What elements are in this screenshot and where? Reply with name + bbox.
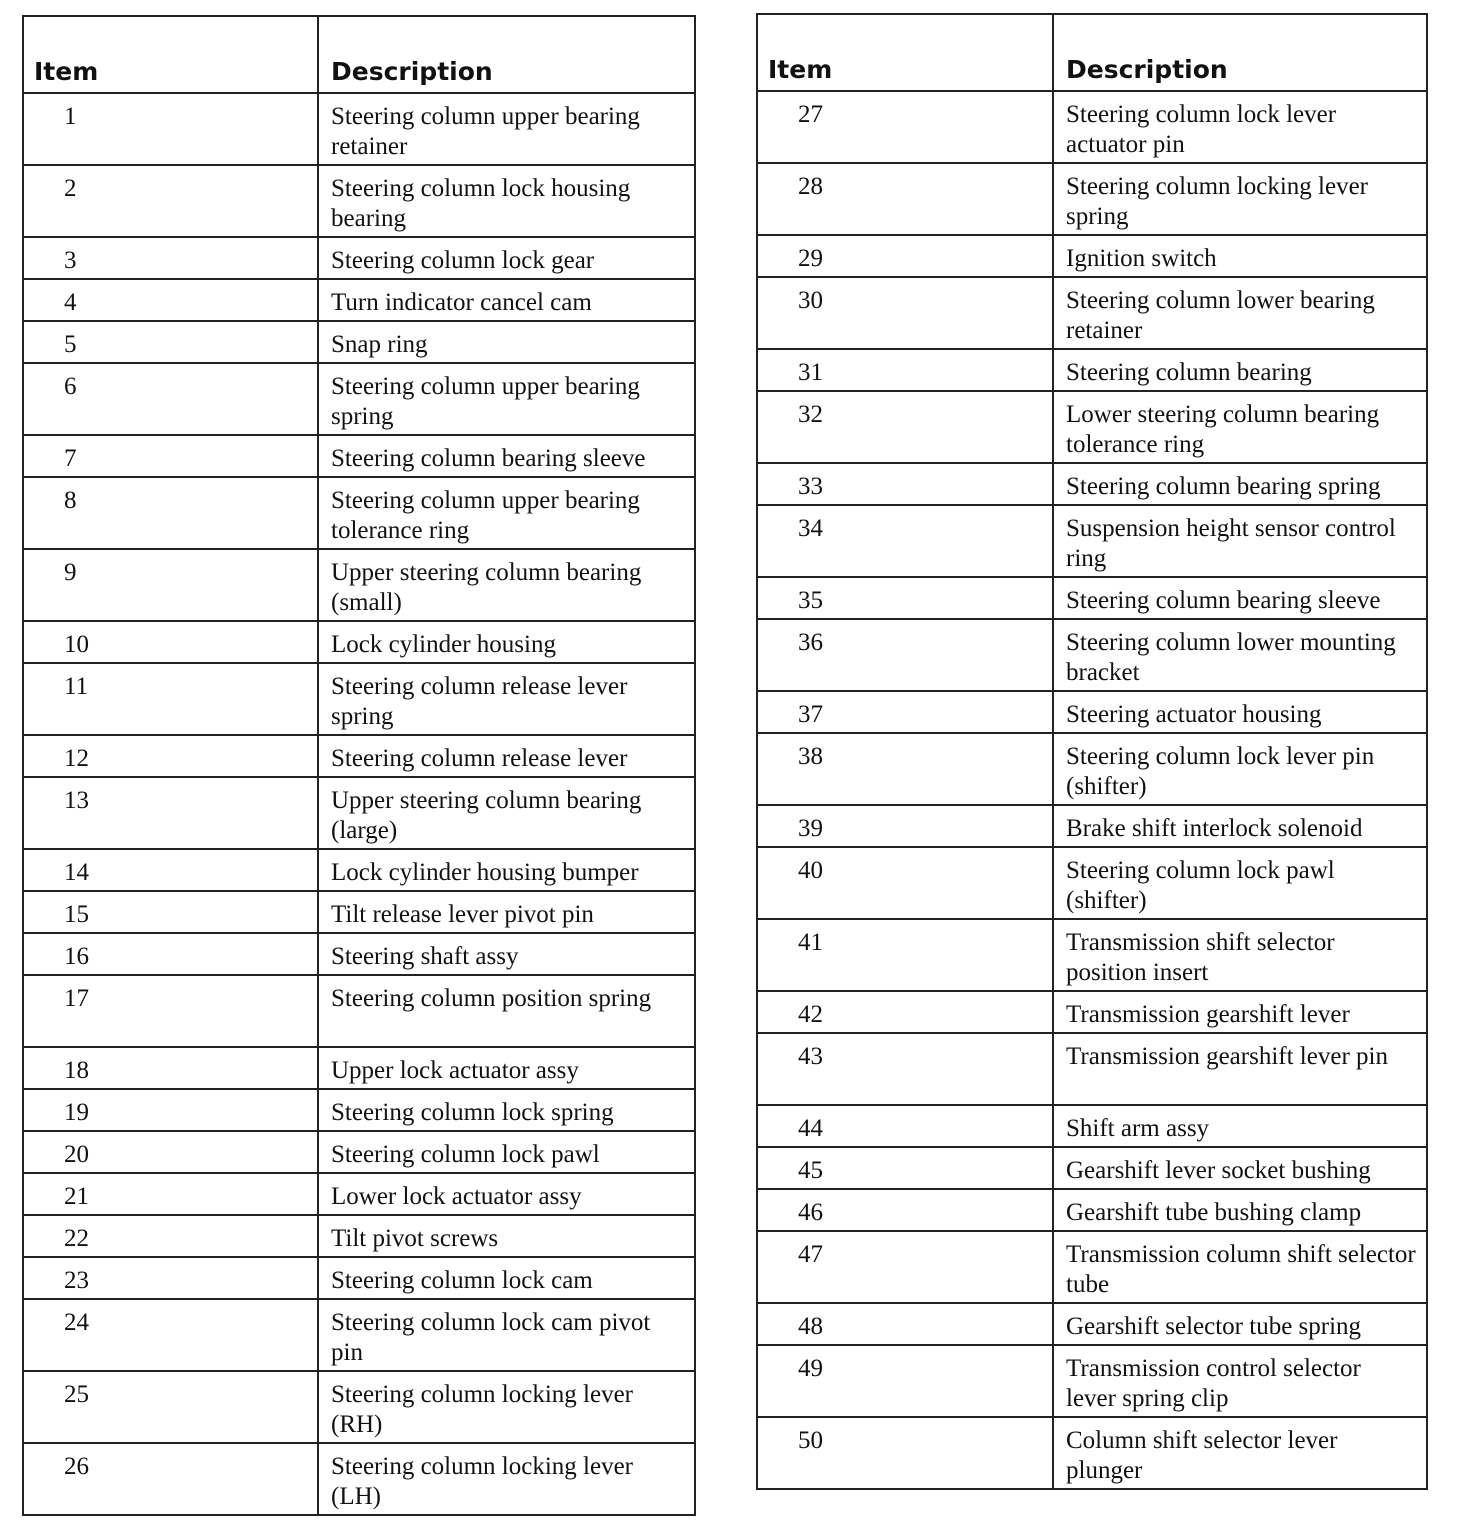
header-row: [23, 16, 695, 93]
table-row: [757, 391, 1427, 463]
table-row: [757, 1345, 1427, 1417]
table-row: [23, 93, 695, 165]
item-description-cell: Steering column bearing spring: [1053, 463, 1427, 505]
item-description-cell: Snap ring: [318, 321, 695, 363]
item-description-cell: Transmission gearshift lever pin: [1053, 1033, 1427, 1105]
table-row: [23, 621, 695, 663]
item-number-cell: 41: [757, 919, 1053, 991]
item-number-cell: 11: [23, 663, 318, 735]
item-number-cell: 33: [757, 463, 1053, 505]
table-row: [757, 91, 1427, 163]
item-description-cell: Steering column lock gear: [318, 237, 695, 279]
item-number-cell: 20: [23, 1131, 318, 1173]
item-number-cell: 12: [23, 735, 318, 777]
item-description-cell: Gearshift tube bushing clamp: [1053, 1189, 1427, 1231]
table-row: [757, 577, 1427, 619]
item-number-cell: 28: [757, 163, 1053, 235]
table-row: [757, 919, 1427, 991]
item-number-cell: 6: [23, 363, 318, 435]
item-description-cell: Brake shift interlock solenoid: [1053, 805, 1427, 847]
item-description-cell: Steering actuator housing: [1053, 691, 1427, 733]
item-number-cell: 13: [23, 777, 318, 849]
item-description-cell: Steering column bearing sleeve: [1053, 577, 1427, 619]
item-number-cell: 17: [23, 975, 318, 1047]
item-description-cell: Steering column lock pawl: [318, 1131, 695, 1173]
table-row: [23, 363, 695, 435]
table-row: [757, 1231, 1427, 1303]
item-description-cell: Column shift selector lever plunger: [1053, 1417, 1427, 1489]
item-column-header: Item: [23, 16, 318, 93]
item-number-cell: 36: [757, 619, 1053, 691]
table-row: [757, 505, 1427, 577]
item-description-cell: Tilt pivot screws: [318, 1215, 695, 1257]
table-row: [23, 279, 695, 321]
table-row: [23, 237, 695, 279]
table-row: [23, 663, 695, 735]
item-number-cell: 10: [23, 621, 318, 663]
parts-table-left: [22, 15, 696, 1516]
item-description-cell: Upper steering column bearing (large): [318, 777, 695, 849]
table-row: [23, 777, 695, 849]
table-row: [757, 235, 1427, 277]
item-description-cell: Steering column lower mounting bracket: [1053, 619, 1427, 691]
item-description-cell: Steering column lock pawl (shifter): [1053, 847, 1427, 919]
item-description-cell: Steering column release lever spring: [318, 663, 695, 735]
table-row: [757, 1303, 1427, 1345]
item-number-cell: 30: [757, 277, 1053, 349]
item-column-header: Item: [757, 14, 1053, 91]
item-description-cell: Steering column lock housing bearing: [318, 165, 695, 237]
item-description-cell: Ignition switch: [1053, 235, 1427, 277]
table-row: [757, 1147, 1427, 1189]
item-number-cell: 22: [23, 1215, 318, 1257]
item-number-cell: 43: [757, 1033, 1053, 1105]
item-number-cell: 19: [23, 1089, 318, 1131]
item-number-cell: 16: [23, 933, 318, 975]
item-number-cell: 39: [757, 805, 1053, 847]
table-row: [23, 549, 695, 621]
table-row: [23, 435, 695, 477]
item-number-cell: 44: [757, 1105, 1053, 1147]
table-row: [23, 1299, 695, 1371]
table-row: [23, 165, 695, 237]
table-row: [23, 1173, 695, 1215]
item-number-cell: 18: [23, 1047, 318, 1089]
item-description-cell: Steering column upper bearing retainer: [318, 93, 695, 165]
item-description-cell: Upper lock actuator assy: [318, 1047, 695, 1089]
table-row: [23, 891, 695, 933]
table-row: [757, 805, 1427, 847]
table-row: [23, 933, 695, 975]
item-description-cell: Lock cylinder housing bumper: [318, 849, 695, 891]
table-row: [23, 1257, 695, 1299]
table-row: [23, 975, 695, 1047]
item-number-cell: 8: [23, 477, 318, 549]
table-row: [23, 1215, 695, 1257]
table-row: [757, 847, 1427, 919]
item-description-cell: Steering column bearing: [1053, 349, 1427, 391]
item-description-cell: Steering column lock spring: [318, 1089, 695, 1131]
table-row: [757, 733, 1427, 805]
item-number-cell: 45: [757, 1147, 1053, 1189]
item-description-cell: Transmission column shift selector tube: [1053, 1231, 1427, 1303]
item-number-cell: 46: [757, 1189, 1053, 1231]
item-number-cell: 21: [23, 1173, 318, 1215]
item-description-cell: Steering column locking lever (LH): [318, 1443, 695, 1515]
table-row: [23, 477, 695, 549]
parts-table-right: [756, 13, 1428, 1490]
item-description-cell: Steering column lower bearing retainer: [1053, 277, 1427, 349]
item-description-cell: Shift arm assy: [1053, 1105, 1427, 1147]
table-row: [23, 1443, 695, 1515]
table-row: [757, 463, 1427, 505]
item-number-cell: 32: [757, 391, 1053, 463]
description-column-header: Description: [1053, 14, 1427, 91]
item-number-cell: 40: [757, 847, 1053, 919]
item-description-cell: Gearshift lever socket bushing: [1053, 1147, 1427, 1189]
table-row: [23, 1371, 695, 1443]
item-description-cell: Steering column locking lever spring: [1053, 163, 1427, 235]
item-number-cell: 4: [23, 279, 318, 321]
item-number-cell: 38: [757, 733, 1053, 805]
item-number-cell: 1: [23, 93, 318, 165]
item-number-cell: 31: [757, 349, 1053, 391]
table-row: [23, 321, 695, 363]
item-number-cell: 23: [23, 1257, 318, 1299]
item-number-cell: 37: [757, 691, 1053, 733]
item-description-cell: Transmission control selector lever spring clip: [1053, 1345, 1427, 1417]
table-row: [757, 349, 1427, 391]
table-row: [757, 1105, 1427, 1147]
table-row: [23, 1089, 695, 1131]
item-description-cell: Tilt release lever pivot pin: [318, 891, 695, 933]
table-row: [757, 691, 1427, 733]
item-description-cell: Suspension height sensor control ring: [1053, 505, 1427, 577]
item-number-cell: 27: [757, 91, 1053, 163]
item-description-cell: Transmission shift selector position insert: [1053, 919, 1427, 991]
item-description-cell: Upper steering column bearing (small): [318, 549, 695, 621]
header-row: [757, 14, 1427, 91]
item-description-cell: Steering column upper bearing tolerance ring: [318, 477, 695, 549]
item-number-cell: 42: [757, 991, 1053, 1033]
description-column-header: Description: [318, 16, 695, 93]
item-number-cell: 48: [757, 1303, 1053, 1345]
item-number-cell: 47: [757, 1231, 1053, 1303]
item-number-cell: 50: [757, 1417, 1053, 1489]
item-number-cell: 29: [757, 235, 1053, 277]
table-row: [23, 735, 695, 777]
item-description-cell: Steering column lock lever pin (shifter): [1053, 733, 1427, 805]
item-number-cell: 35: [757, 577, 1053, 619]
table-row: [757, 1417, 1427, 1489]
item-description-cell: Turn indicator cancel cam: [318, 279, 695, 321]
item-description-cell: Steering column release lever: [318, 735, 695, 777]
item-number-cell: 34: [757, 505, 1053, 577]
item-description-cell: Steering shaft assy: [318, 933, 695, 975]
item-description-cell: Transmission gearshift lever: [1053, 991, 1427, 1033]
item-description-cell: Lower lock actuator assy: [318, 1173, 695, 1215]
table-row: [757, 991, 1427, 1033]
table-row: [757, 1033, 1427, 1105]
item-description-cell: Gearshift selector tube spring: [1053, 1303, 1427, 1345]
item-number-cell: 24: [23, 1299, 318, 1371]
item-number-cell: 49: [757, 1345, 1053, 1417]
item-description-cell: Steering column position spring: [318, 975, 695, 1047]
item-number-cell: 25: [23, 1371, 318, 1443]
table-row: [757, 277, 1427, 349]
table-row: [757, 163, 1427, 235]
table-row: [23, 849, 695, 891]
table-row: [757, 619, 1427, 691]
item-number-cell: 2: [23, 165, 318, 237]
table-row: [23, 1131, 695, 1173]
item-number-cell: 14: [23, 849, 318, 891]
item-description-cell: Steering column locking lever (RH): [318, 1371, 695, 1443]
item-description-cell: Lower steering column bearing tolerance ring: [1053, 391, 1427, 463]
item-description-cell: Steering column upper bearing spring: [318, 363, 695, 435]
table-row: [757, 1189, 1427, 1231]
item-number-cell: 26: [23, 1443, 318, 1515]
item-number-cell: 5: [23, 321, 318, 363]
item-number-cell: 3: [23, 237, 318, 279]
item-description-cell: Lock cylinder housing: [318, 621, 695, 663]
item-description-cell: Steering column lock lever actuator pin: [1053, 91, 1427, 163]
item-number-cell: 9: [23, 549, 318, 621]
item-description-cell: Steering column bearing sleeve: [318, 435, 695, 477]
table-row: [23, 1047, 695, 1089]
item-description-cell: Steering column lock cam pivot pin: [318, 1299, 695, 1371]
item-number-cell: 7: [23, 435, 318, 477]
item-description-cell: Steering column lock cam: [318, 1257, 695, 1299]
item-number-cell: 15: [23, 891, 318, 933]
